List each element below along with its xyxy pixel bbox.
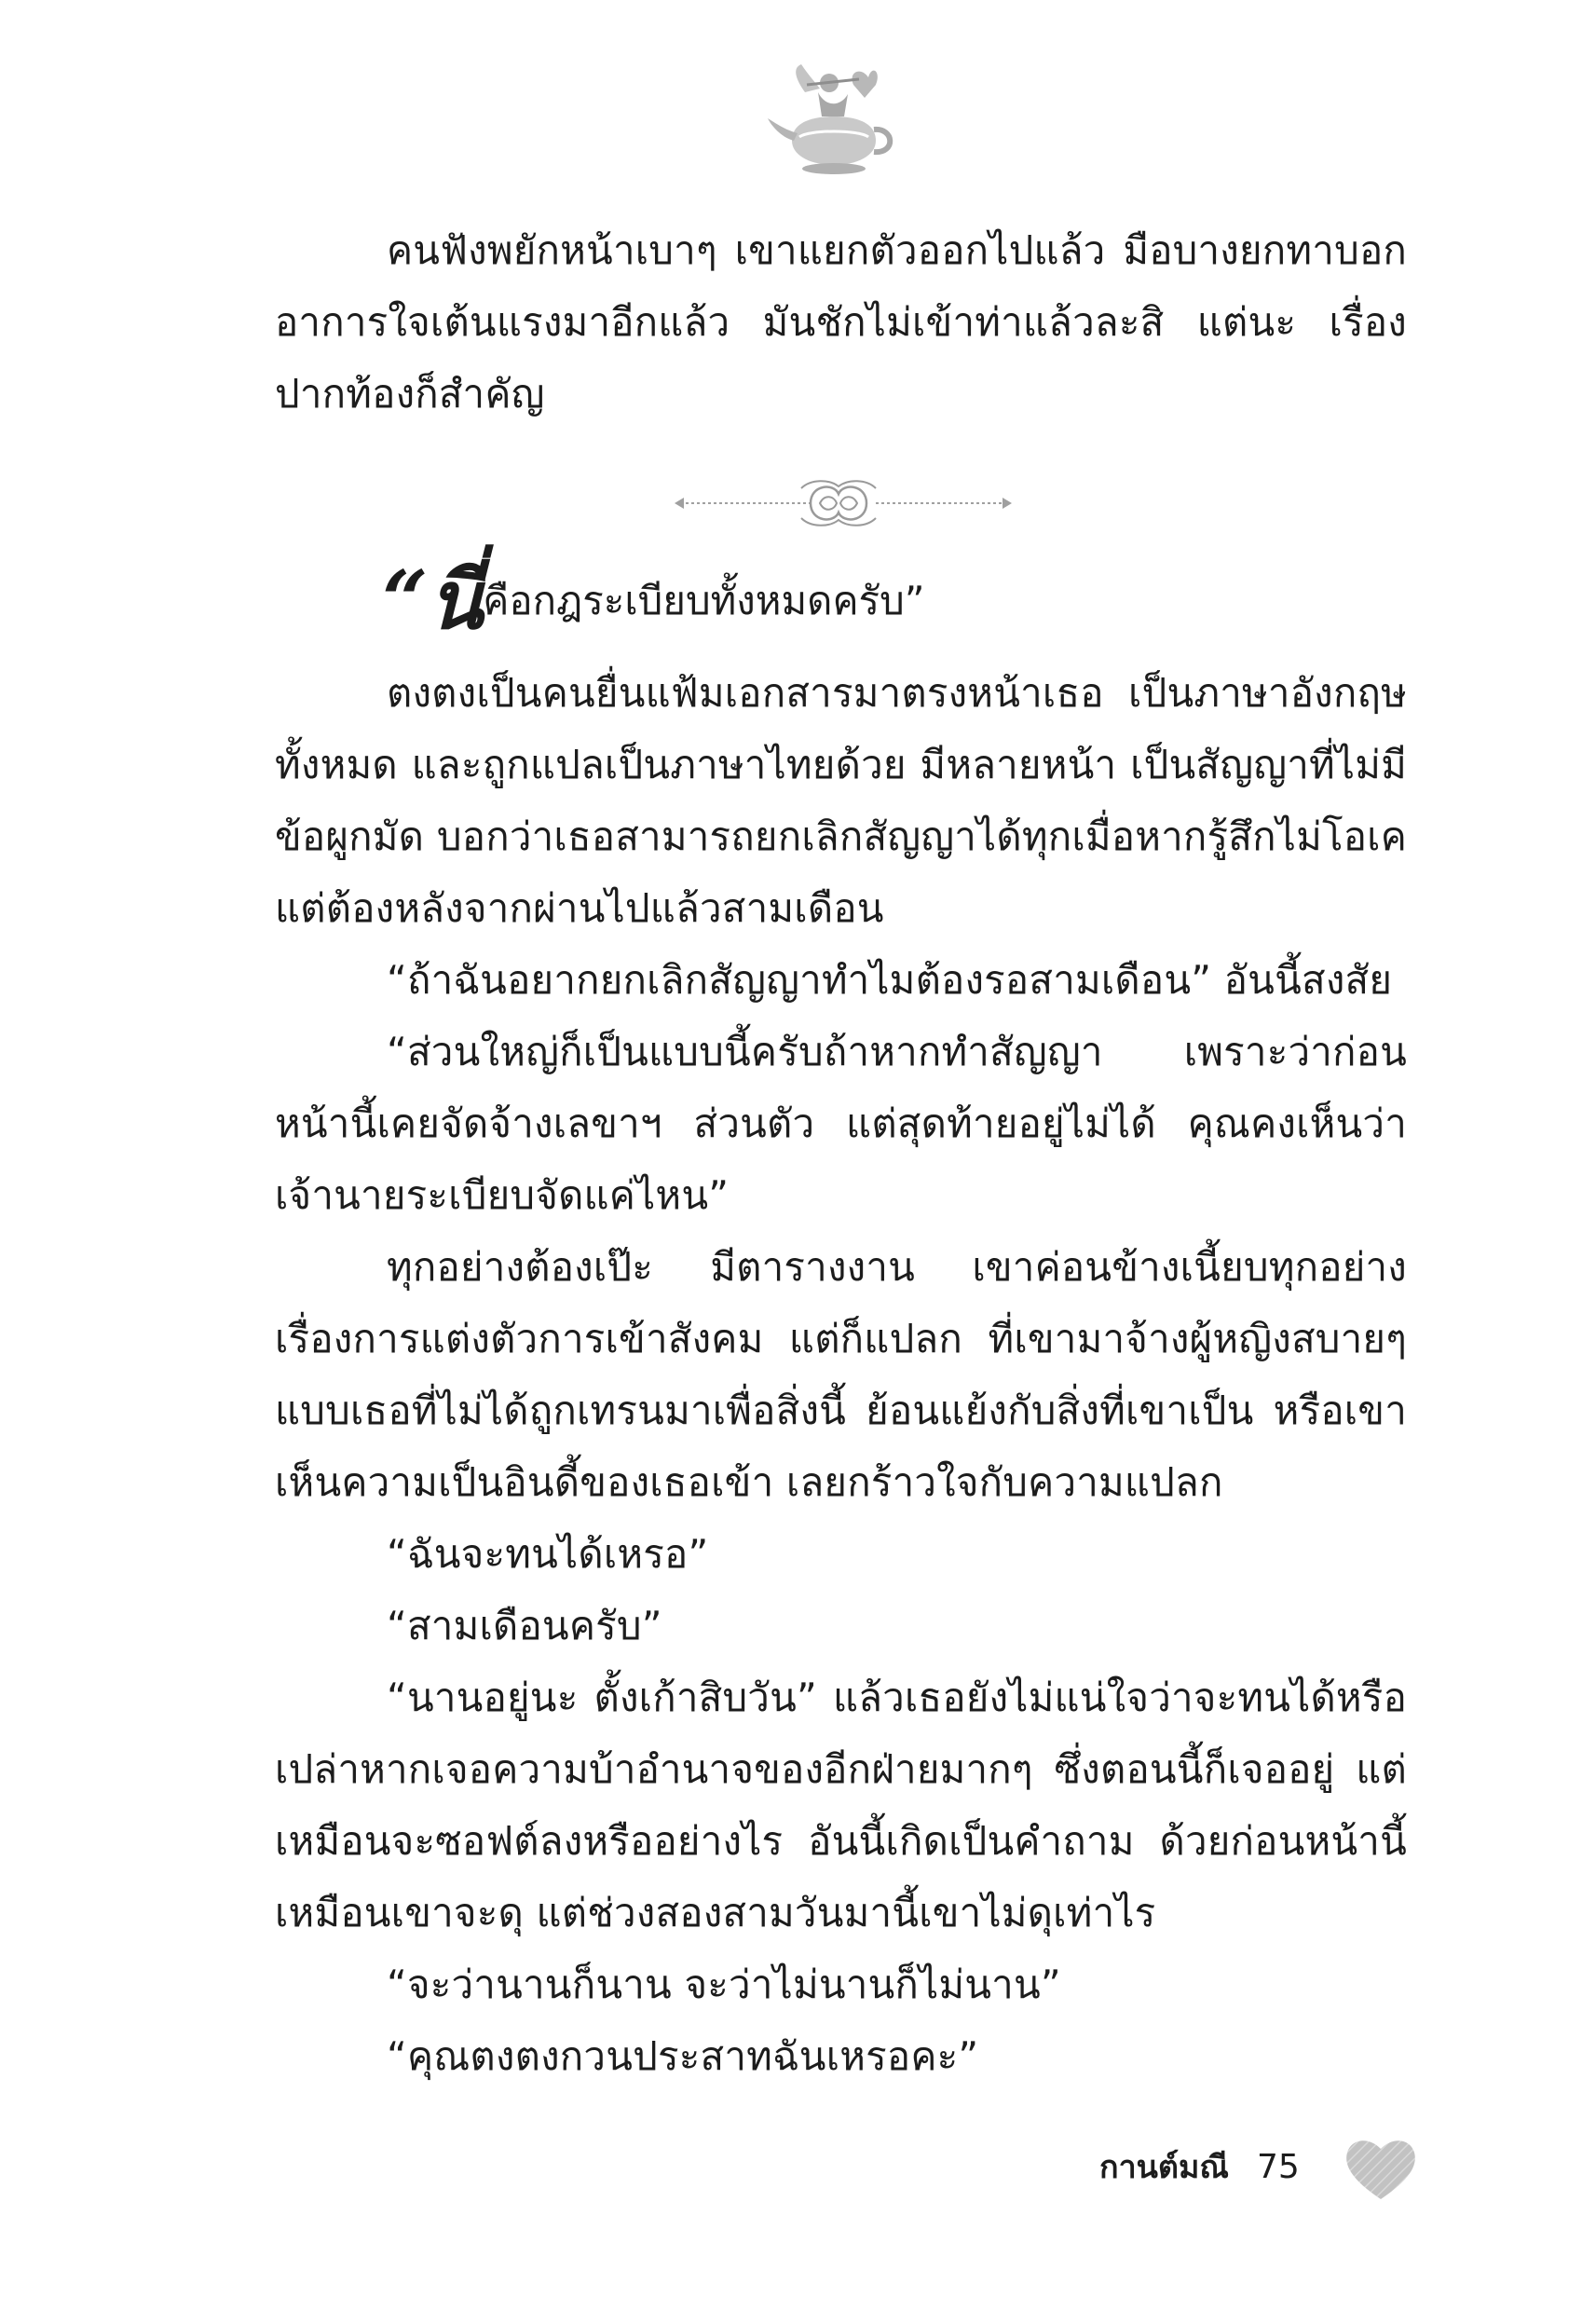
- paragraph: “คุณตงตงกวนประสาทฉันเหรอคะ”: [387, 2033, 979, 2079]
- paragraph: “ฉันจะทนได้เหรอ”: [387, 1531, 709, 1577]
- paragraph: “ส่วนใหญ่ก็เป็นแบบนี้ครับถ้าหากทำสัญญา เพราะว่าก่อนหน้านี้เคยจัดจ้างเลขาฯ ส่วนตัว แต่สุดท้ายอยู่ไม่ได้ คุณคงเห็นว่าเจ้านายระเบียบจัดแค่ไหน”: [275, 1029, 1407, 1218]
- paragraph: “นานอยู่นะ ตั้งเก้าสิบวัน” แล้วเธอยังไม่แน่ใจว่าจะทนได้หรือเปล่าหากเจอความบ้าอำนาจของอีกฝ่ายมากๆ ซึ่งตอนนี้ก็เจออยู่ แต่เหมือนจะซอฟต์ลงหรืออย่างไร อันนี้เกิดเป็นคำถาม ด้วยก่อนหน้านี้เหมือนเขาจะดุ แต่ช่วงสองสามวันมานี้เขาไม่ดุเท่าไร: [275, 1675, 1407, 1935]
- page-number: 75: [1256, 2147, 1300, 2186]
- paragraph: “ถ้าฉันอยากยกเลิกสัญญาทำไมต้องรอสามเดือน” อันนี้สงสัย: [387, 957, 1393, 1003]
- scroll-flourish-divider-icon: [671, 466, 1016, 540]
- cupid-teapot-icon: [764, 51, 904, 182]
- heart-icon: [1344, 2134, 1418, 2201]
- page-footer: [1099, 2139, 1300, 2195]
- footer-author: กานต์มณี: [1099, 2149, 1229, 2186]
- paragraph: “สามเดือนครับ”: [387, 1603, 662, 1648]
- opening-rest: คือกฎระเบียบทั้งหมดครับ”: [483, 578, 925, 623]
- paragraph: คนฟังพยักหน้าเบาๆ เขาแยกตัวออกไปแล้ว มือบางยกทาบอกอาการใจเต้นแรงมาอีกแล้ว มันชักไม่เข้าท่าแล้วละสิ แต่นะ เรื่องปากท้องก็สำคัญ: [275, 227, 1407, 417]
- drop-lead-word: “นี่: [382, 554, 484, 648]
- paragraph: ตงตงเป็นคนยื่นแฟ้มเอกสารมาตรงหน้าเธอ เป็นภาษาอังกฤษทั้งหมด และถูกแปลเป็นภาษาไทยด้วย มีหลายหน้า เป็นสัญญาที่ไม่มีข้อผูกมัด บอกว่าเธอสามารถยกเลิกสัญญาได้ทุกเมื่อหากรู้สึกไม่โอเคแต่ต้องหลังจากผ่านไปแล้วสามเดือน: [275, 670, 1407, 931]
- top-paragraph: [275, 214, 1407, 430]
- main-body: [275, 657, 1407, 2092]
- paragraph: ทุกอย่างต้องเป๊ะ มีตารางงาน เขาค่อนข้างเนี้ยบทุกอย่าง เรื่องการแต่งตัวการเข้าสังคม แต่ก็แปลก ที่เขามาจ้างผู้หญิงสบายๆ แบบเธอที่ไม่ได้ถูกเทรนมาเพื่อสิ่งนี้ ย้อนแย้งกับสิ่งที่เขาเป็น หรือเขาเห็นความเป็นอินดี้ของเธอเข้า เลยกร้าวใจกับความแปลก: [275, 1244, 1407, 1505]
- opening-line: [382, 554, 925, 648]
- paragraph: “จะว่านานก็นาน จะว่าไม่นานก็ไม่นาน”: [387, 1962, 1061, 2007]
